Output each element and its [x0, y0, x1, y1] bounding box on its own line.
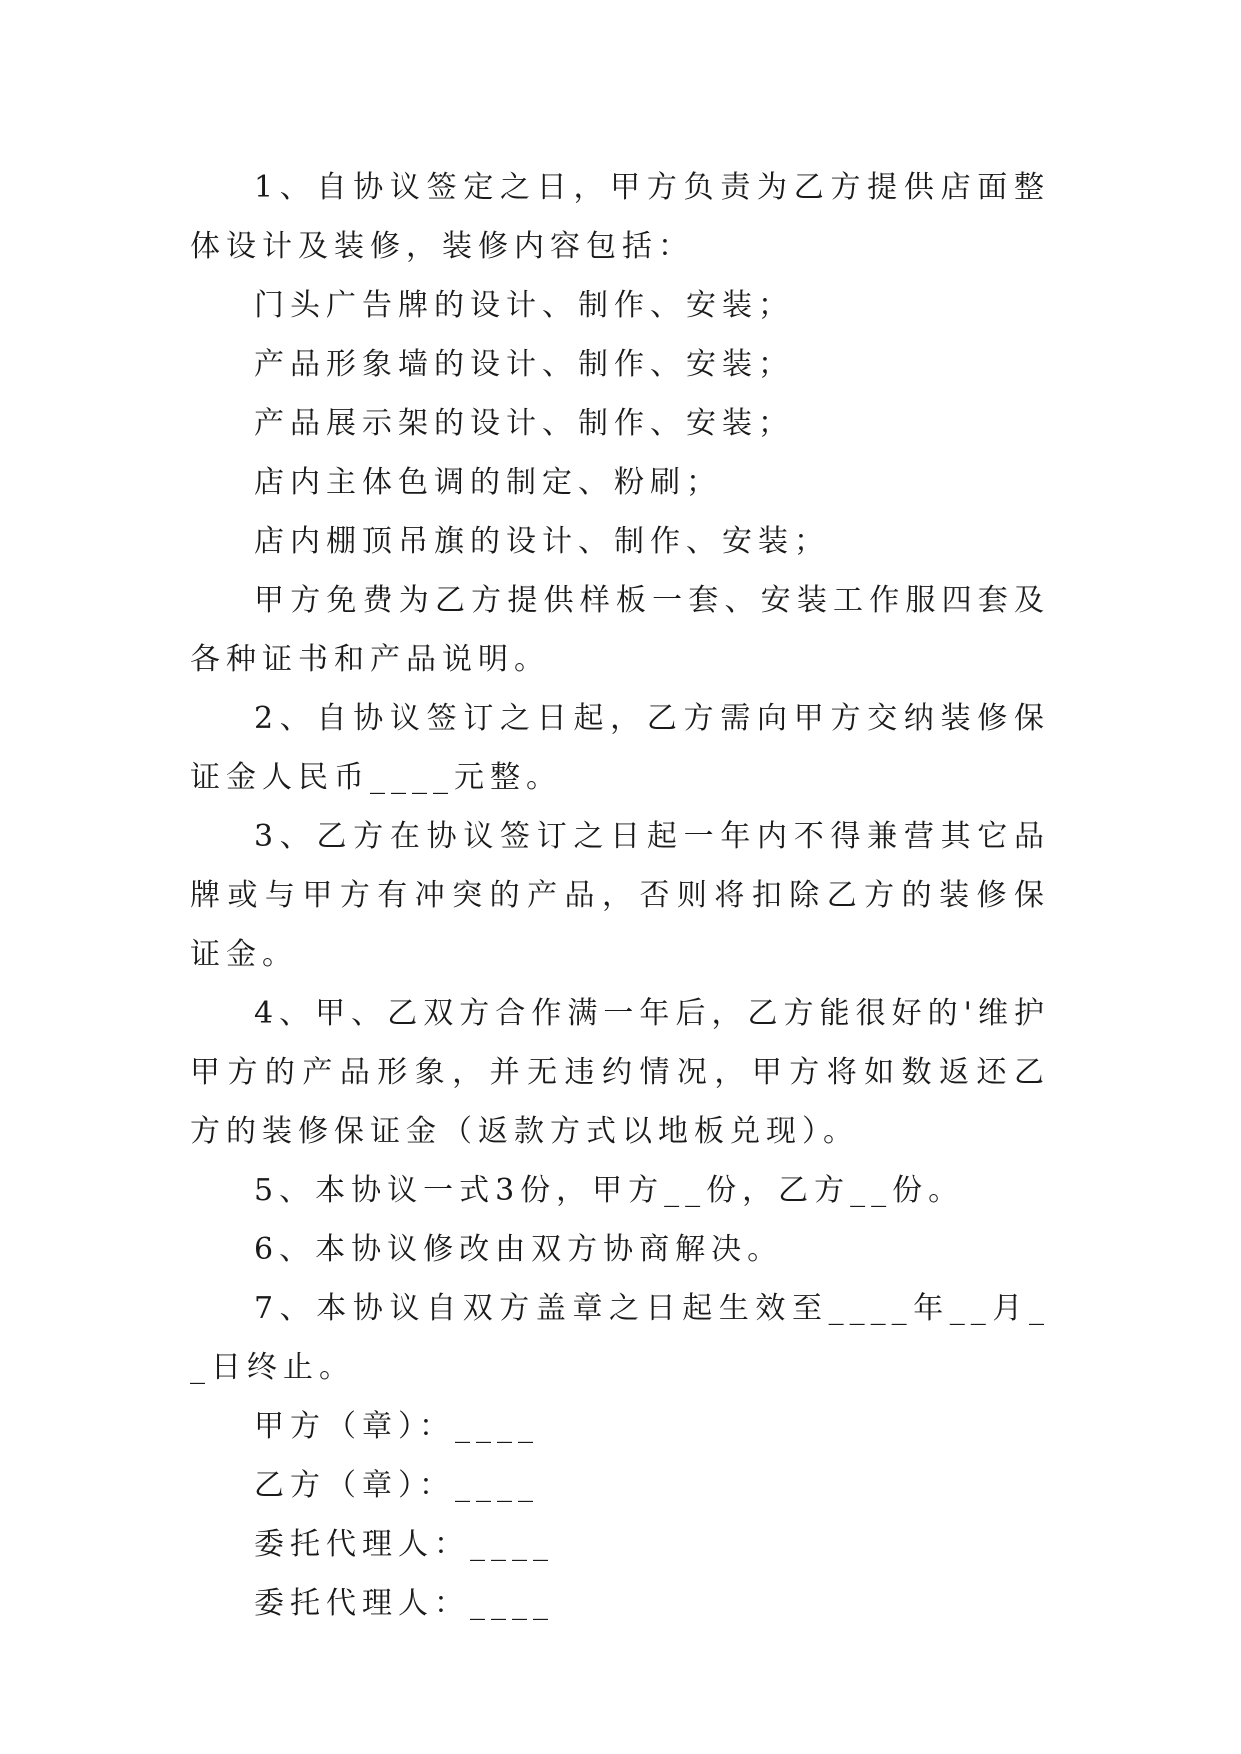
clause-3: 3、乙方在协议签订之日起一年内不得兼营其它品牌或与甲方有冲突的产品，否则将扣除乙方的装修保证金。: [190, 819, 1050, 972]
item-image-wall: 产品形象墙的设计、制作、安装；: [254, 347, 794, 382]
item-display-rack: 产品展示架的设计、制作、安装；: [254, 406, 794, 441]
clause-1: 1、自协议签定之日，甲方负责为乙方提供店面整体设计及装修，装修内容包括：: [190, 170, 1050, 264]
clause-2: 2、自协议签订之日起，乙方需向甲方交纳装修保证金人民币____元整。: [190, 701, 1050, 795]
item-color-scheme: 店内主体色调的制定、粉刷；: [254, 465, 722, 500]
document-body: [190, 158, 1050, 1633]
signature-agent-1: 委托代理人：____: [254, 1527, 554, 1562]
clause-4: 4、甲、乙双方合作满一年后，乙方能很好的'维护甲方的产品形象，并无违约情况，甲方将如数返还乙方的装修保证金（返款方式以地板兑现）。: [190, 996, 1050, 1149]
free-supplies: 甲方免费为乙方提供样板一套、安装工作服四套及各种证书和产品说明。: [190, 583, 1050, 677]
signature-party-b: 乙方（章）：____: [254, 1468, 539, 1503]
signature-agent-2: 委托代理人：____: [254, 1586, 554, 1621]
clause-5: 5、本协议一式3份，甲方__份，乙方__份。: [254, 1173, 965, 1208]
item-ceiling-flags: 店内棚顶吊旗的设计、制作、安装；: [254, 524, 830, 559]
clause-6: 6、本协议修改由双方协商解决。: [254, 1232, 784, 1267]
item-door-sign: 门头广告牌的设计、制作、安装；: [254, 288, 794, 323]
signature-party-a: 甲方（章）：____: [254, 1409, 539, 1444]
clause-7: 7、本协议自双方盖章之日起生效至____年__月__日终止。: [190, 1291, 1050, 1385]
